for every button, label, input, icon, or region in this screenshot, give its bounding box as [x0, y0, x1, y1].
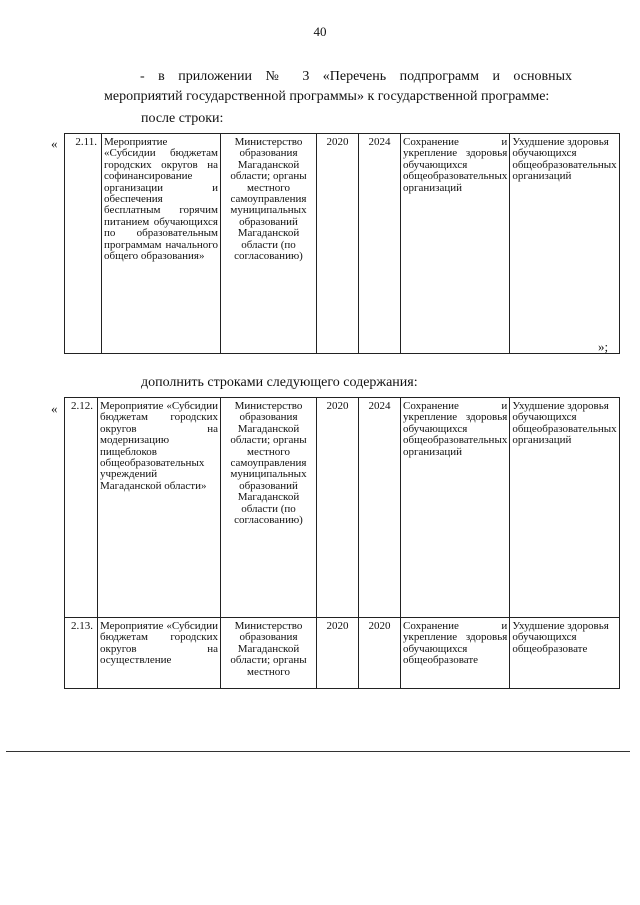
closing-quote: »;	[598, 339, 609, 354]
row-number: 2.11.	[65, 134, 102, 354]
intro-after-row-label: после строки:	[141, 111, 224, 126]
intro-line-1: - в приложении № 3 «Перечень подпрограмм и основных	[140, 69, 572, 84]
result-cell: Сохранение и укрепление здоровья обучающихся общеобразовате	[401, 618, 510, 689]
consequence-cell: Ухудшение здоровья обучающихся общеобразовательных организаций	[510, 398, 619, 618]
end-year-cell: 2024	[359, 398, 401, 618]
table-row	[65, 398, 620, 618]
new-rows-table	[64, 397, 620, 689]
opening-quote-2: «	[51, 401, 58, 416]
measure-cell: Мероприятие «Субсидии бюджетам городских округов на осуществление	[98, 618, 221, 689]
consequence-cell: Ухудшение здоровья обучающихся общеобразовате	[510, 618, 619, 689]
executor-cell: Министерство образования Магаданской области; органы местного самоуправления муниципальных образований Магаданской области (по согласованию)	[221, 398, 317, 618]
opening-quote-1: «	[51, 136, 58, 151]
measure-cell: Мероприятие «Субсидии бюджетам городских округов на модернизацию пищеблоков общеобразовательных учреждений Магаданской области»	[98, 398, 221, 618]
table-row	[65, 134, 620, 354]
start-year-cell: 2020	[317, 134, 359, 354]
consequence-cell: Ухудшение здоровья обучающихся общеобразовательных организаций	[510, 134, 619, 354]
end-year-cell: 2020	[359, 618, 401, 689]
intro-line-2: мероприятий государственной программы» к государственной программе:	[104, 89, 550, 104]
executor-cell: Министерство образования Магаданской области; органы местного самоуправления муниципальных образований Магаданской области (по согласованию)	[221, 134, 317, 354]
result-cell: Сохранение и укрепление здоровья обучающихся общеобразовательных организаций	[401, 398, 510, 618]
page-number: 40	[313, 24, 327, 39]
row-number: 2.12.	[65, 398, 98, 618]
intro-add-rows-label: дополнить строками следующего содержания:	[141, 375, 418, 390]
start-year-cell: 2020	[317, 618, 359, 689]
measure-cell: Мероприятие «Субсидии бюджетам городских округов на софинансирование организации и обеспечения бесплатным горячим питанием обучающихся по образовательным программам начального общего образования»	[102, 134, 221, 354]
executor-cell: Министерство образования Магаданской области; органы местного	[221, 618, 317, 689]
table-row	[65, 618, 620, 689]
start-year-cell: 2020	[317, 398, 359, 618]
row-number: 2.13.	[65, 618, 98, 689]
old-row-table	[64, 133, 620, 354]
end-year-cell: 2024	[359, 134, 401, 354]
result-cell: Сохранение и укрепление здоровья обучающихся общеобразовательных организаций	[401, 134, 510, 354]
bottom-divider	[6, 751, 630, 752]
